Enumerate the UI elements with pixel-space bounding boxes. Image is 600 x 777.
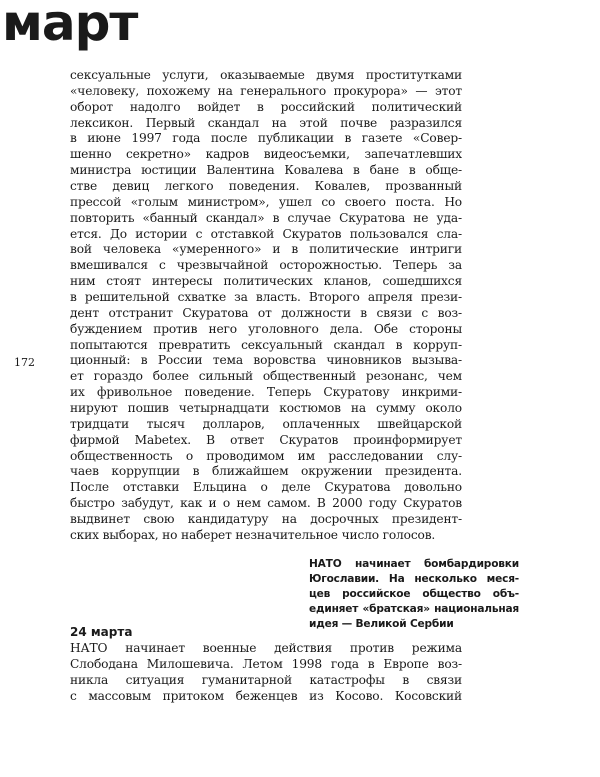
text-line: чаев коррупции в ближайшем окружении президента. [70,464,462,479]
text-line: ется. До истории с отставкой Скуратов пользовался сла- [70,226,462,241]
text-line: «человеку, похожему на генерального прокурора» — этот [70,83,462,98]
text-line: быстро забудут, как и о нем самом. В 2000 году Скуратов [70,496,462,511]
text-line: нируют пошив четырнадцати костюмов на сумму около [70,401,462,416]
text-line: сексуальные услуги, оказываемые двумя проститутками [70,68,462,82]
sidebar-line: единяет «братская» национальная [309,603,519,615]
text-line: тридцати тысяч долларов, оплаченных швейцарской [70,416,462,431]
sidebar-line: идея — Великой Сербии [309,618,454,630]
entry-date-heading: 24 марта [70,625,133,639]
text-line: стве девиц легкого поведения. Ковалев, прозванный [70,179,462,194]
text-line: шенно секретно» кадров видеосъемки, запечатлевших [70,147,462,162]
text-line: повторить «банный скандал» в случае Скуратова не уда- [70,210,462,225]
text-line: никла ситуация гуманитарной катастрофы в связи [70,672,462,687]
text-line: ских выборах, но наберет незначительное число голосов. [70,527,436,542]
text-line: НАТО начинает военные действия против режима [70,641,462,655]
text-line: После отставки Ельцина о деле Скуратова довольно [70,480,462,495]
sidebar-summary [309,557,519,632]
text-line: прессой «голым министром», ушел со своего поста. Но [70,194,462,209]
sidebar-line: цев российское общество объ- [309,588,519,600]
main-text-block [70,68,462,544]
text-line: общественность о проводимом им расследовании слу- [70,448,462,463]
text-line: дент отстранит Скуратова от должности в связи с воз- [70,305,462,320]
text-line: их фривольное поведение. Теперь Скуратову инкрими- [70,385,462,400]
text-line: лексикон. Первый скандал на этой почве разразился [70,115,462,130]
running-head-month: март [2,0,138,52]
entry-text-block [70,641,462,704]
text-line: в июне 1997 года после публикации в газете «Совер- [70,131,462,146]
text-line: ет гораздо более сильный общественный резонанс, чем [70,369,462,384]
sidebar-line: Югославии. На несколько меся- [309,573,519,585]
text-line: попытаются превратить сексуальный скандал в корруп- [70,337,462,352]
text-line: министра юстиции Валентина Ковалева в бане в обще- [70,163,462,178]
sidebar-line: НАТО начинает бомбардировки [309,558,519,570]
text-line: выдвинет свою кандидатуру на досрочных президент- [70,512,462,527]
text-line: с массовым притоком беженцев из Косово. Косовский [70,688,462,703]
text-line: Слободана Милошевича. Летом 1998 года в Европе воз- [70,656,462,671]
text-line: вмешивался с чрезвычайной осторожностью. Теперь за [70,258,462,273]
text-line: оборот надолго войдет в российский политический [70,99,462,114]
text-line: вой человека «умеренного» и в политические интриги [70,242,462,257]
text-line: фирмой Mabetex. В ответ Скуратов проинформирует [70,432,462,447]
page-number: 172 [14,356,35,369]
text-line: в решительной схватке за власть. Второго апреля прези- [70,290,462,305]
text-line: ционный: в России тема воровства чиновников вызыва- [70,353,462,368]
text-line: буждением против него уголовного дела. Обе стороны [70,321,462,336]
text-line: ним стоят интересы политических кланов, сошедшихся [70,274,462,289]
